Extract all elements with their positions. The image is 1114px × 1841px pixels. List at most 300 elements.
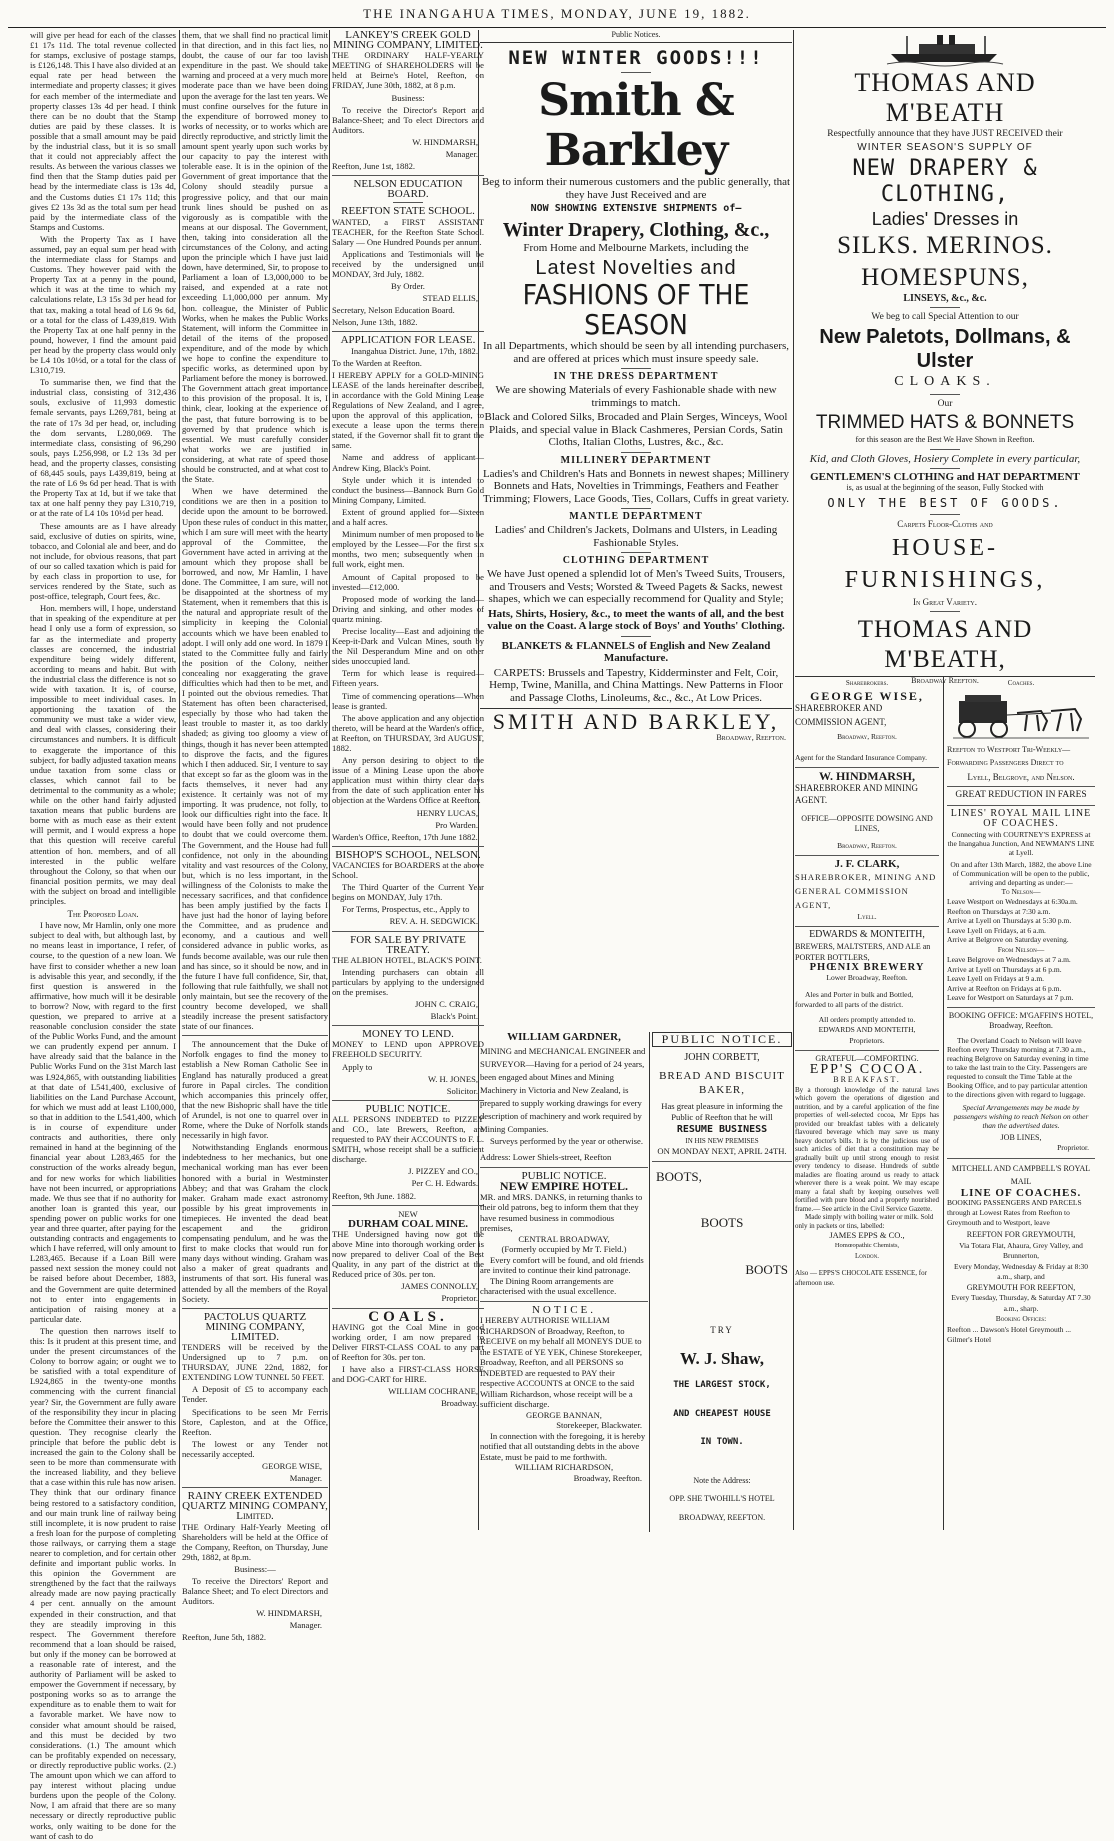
ad-signature: JAMES CONNOLLY,	[401, 1281, 478, 1292]
ad-body: for this season are the Best We Have Shown in Reefton.	[855, 435, 1035, 445]
ad-role: Black's Point.	[430, 1011, 478, 1022]
ad-role: Broadway, Reefton.	[573, 1472, 642, 1483]
ad-brand: EDWARDS & MONTEITH,	[809, 929, 925, 940]
ad-address: Address: Lower Shiels-street, Reefton	[480, 1152, 612, 1162]
ad-w-j-shaw	[652, 1168, 792, 1524]
ad-subhead: PHŒNIX BREWERY	[809, 961, 925, 973]
lower-ads	[795, 676, 1095, 1530]
divider	[621, 552, 651, 553]
ad-signature: GEORGE WISE,	[262, 1461, 322, 1472]
ad-body: We beg to call Special Attention to our	[871, 312, 1019, 323]
divider	[947, 786, 1095, 787]
lease-field: Term for which lease is required—Fifteen years.	[332, 668, 484, 689]
ad-brand: EPP'S COCOA.	[809, 1061, 925, 1077]
ad-body: Every Monday, Wednesday & Friday at 8:30 a.m., sharp, and	[954, 1261, 1088, 1281]
ad-body: CENTRAL BROADWAY,	[518, 1233, 610, 1244]
ad-body: SHAREBROKER AND COMMISSION AGENT,	[795, 703, 887, 727]
timetable-row: Leave for Westport on Saturdays at 7 p.m.	[947, 993, 1074, 1002]
ad-signature: J. PIZZEY and CO.,	[408, 1166, 478, 1177]
ad-role: Pro Warden.	[435, 819, 478, 830]
ad-body: THE ORDINARY HALF-YEARLY MEETING of SHAREHOLDERS will be held at Beirne's Hotel, Reefton, on FRIDAY, June 30th, 1882, at 8 p.m.	[332, 50, 484, 91]
ad-date: Warden's Office, Reefton, 17th June 1882.	[332, 831, 478, 842]
ad-body: Beg to inform their numerous customers and the public generally, that they have Just Received and are	[481, 176, 791, 201]
ad-title: PUBLIC NOTICE.	[521, 1169, 607, 1182]
ad-body: ON MONDAY NEXT, APRIL 24TH.	[657, 1146, 787, 1156]
ad-subhead: GENTLEMEN'S CLOTHING and HAT DEPARTMENT	[810, 471, 1080, 484]
timetable-row: Leave Belgrove on Wednesdays at 7 a.m.	[947, 955, 1071, 964]
ad-signature: STEAD ELLIS,	[422, 293, 478, 304]
ad-title: PUBLIC NOTICE.	[652, 1032, 792, 1047]
article-paragraph: them, that we shall find no practical limit in that direction, and in this fact lies, no doubt, the cause of our far too lavish expenditure in the past. We should take warning and proceed at a very much more moderate pace than we have been doing upon the average for the last ten years. We must confine ourselves for the future in the expenditure of borrowed money to works of necessity, or to works which are directly reproductive, and strictly limit the amount spent yearly upon such works by our capacity to pay the interest with tolerable ease. It is in the opinion of the Government of great importance that the Colony should steadily pursue a progressive policy, and that our main trunk lines should be pushed on as vigorously as is compatible with the means at our disposal. The Government, then, taking into consideration all the circumstances of the Colony, and acting upon the principle which I have just laid down, have determined, Sir, to propose to Parliament a loan of L3,000,000 to be raised, and expended at a rate not exceeding L1,000,000 per annum. My hon. colleague, the Minister of Public Works, when he makes the Public Works Statement, will inform the Committee in detail of the items of the proposed expenditure, and of the mode by which we hope to confine the expenditure to specific works, as determined upon by Parliament before the money is borrowed. The Government attach great importance to this provision of the proposal. It is, I think, clear, looking at the experience of the past, that future borrowing is to be governed by that prudence which is essential. We must carefully consider what works we are justified in considering, at what rate of speed those should be constructed, and at what cost to the State.	[182, 30, 328, 485]
ad-body: Applications and Testimonials will be received by the undersigned until MONDAY, 3rd July, 1882.	[332, 248, 484, 279]
ad-role: Manager.	[289, 1473, 322, 1484]
article-paragraph: Hon. members will, I hope, understand that in speaking of the expenditure at per head I only use a form of expression, so far as the intermediate and property classes are concerned, the industrial expenditure being widely different, according to means and habit. But with the industrial class the difference is not so wide with taxation. It is, of course, impossible to meet individual cases. In apportioning the taxation of the community we must take a wider view, and deal with classes, considering their circumstances and numbers. It is difficult to exaggerate the importance of this subject, for badly adjusted taxation means undue taxation from some class or classes, which cannot fail to be detrimental to the community as a whole; while on the other hand fairly adjusted taxation means that public burdens are borne with as much ease as their extent will permit, and I would express a hope that this question will receive careful attention of hon. members, and of all interested in the public welfare throughout the Colony, so that when our financial position permits, we may deal with the subject on broad and intelligible principles.	[30, 603, 176, 906]
ad-title: BISHOP'S SCHOOL, NELSON.	[335, 848, 481, 861]
ad-subhead: To Nelson—	[1001, 886, 1041, 896]
dept-title: IN THE DRESS DEPARTMENT	[553, 371, 719, 383]
ad-subhead: New Paletots, Dollmans, & Ulster	[819, 326, 1071, 373]
sharebrokers-column	[795, 676, 939, 1530]
ad-brand: J. F. CLARK,	[834, 858, 900, 870]
ad-subhead: LINES' ROYAL MAIL LINE OF COACHES.	[950, 807, 1092, 829]
ad-role: Manager.	[289, 1620, 322, 1631]
ad-title: APPLICATION FOR LEASE.	[340, 334, 476, 347]
ad-money-to-lend	[332, 1029, 484, 1096]
ad-signature: REV. A. H. SEDGWICK.	[389, 916, 478, 927]
ad-lankeys-creek	[332, 30, 484, 171]
article-paragraph: I have now, Mr Hamlin, only one more subject to deal with, but although last, by no means least in importance, I refer, of course, to the question of a new loan. We have first to consider whether a new loan is advisable this year, and secondly, if the first question is answered in the affirmative, how much will it be desirable to borrow? Now, with regard to the first question, we prepared to arrive at a reasonable conclusion consider the state of the Public Works Fund, and the amount we can prudently expend per annum. I have already said that the balance in the Public Works Fund on the 31st March last was L924,865, with outstanding liabilities at that date of L541,400, exclusive of liabilities on the Land Purchase Account, for which we must add at least L100,000, so that in addition to the L541,400, which is in course of expenditure under contracts and authorities, there only remained in hand at the beginning of the financial year about L283,465 for the construction of the works already begun, and for new works for which liabilities have not been incurred, or appropriations made. We thus see that if no authority for another loan is granted this year, our spending power on public works for one year and three quarter, after paying for the outstanding contracts and engagements to which I have referred, will only amount to L283,465. Because if a Loan Bill were passed next session the money could not be raised before about December, 1883, and the Government are quite determined not to enter into engagements in anticipation of raising money at a particular date.	[30, 920, 176, 1324]
lease-field: Proposed mode of working the land—Driving and sinking, and other modes of quartz mining.	[332, 593, 484, 624]
ad-body: TENDERS will be received by the Undersigned up to 7 p.m. on THURSDAY, JUNE 22nd, 1882, for EXTENDING LOW TUNNEL 50 FEET.	[182, 1342, 328, 1383]
ad-subhead: LINSEYS, &c., &c.	[903, 293, 987, 304]
divider	[947, 805, 1095, 806]
article-paragraph: will give per head for each of the classes £1 17s 11d. The total revenue collected for stamps, exclusive of postage stamps, is £126,148. This I have also divided at an equal rate per head between the intermediate and property classes; it gives for each member of the intermediate and property classes 13s 4d per head. I think there can be no doubt that the Stamp duties are paid by these classes. It is possible that a small amount may be paid by the industrial class, but it is so small that it could not appreciably affect the results. As between the various classes we find then that the Stamp duties paid per head by the intermediate class is 13s 4d, and the Customs duties £1 17s 11d; this gives £2 13s 3d as the total sum per head paid by the intermediate class of the Stamps and Customs.	[30, 30, 176, 232]
ad-nelson-education	[332, 179, 484, 327]
ad-signature: GEORGE BANNAN,	[526, 1409, 602, 1420]
divider	[332, 331, 484, 332]
ad-subhead: GREAT REDUCTION IN FARES	[955, 790, 1087, 800]
ad-title: WILLIAM GARDNER,	[507, 1031, 621, 1043]
ad-body: HAVING got the Coal Mine in good working order, I am now prepared to Deliver FIRST-CLASS COAL to any part of Reefton for 30s. per ton.	[332, 1321, 484, 1362]
sub-col-right	[652, 1032, 792, 1532]
ad-body: VACANCIES for BOARDERS at the above School.	[332, 859, 484, 881]
divider	[795, 1050, 939, 1051]
ad-body: Black and Colored Silks, Brocaded and Plain Serges, Winceys, Wool Plaids, and special value in Black Cashmeres, Persian Cords, Satin Cloths, Italian Cloths, Lustres, &c., &c.	[484, 411, 788, 449]
column-financial-statement	[30, 30, 176, 1841]
divider	[621, 452, 651, 453]
ad-body: The above application and any objection thereto, will be heard at the Warden's office, at Reefton, on THURSDAY, 3rd AUGUST, 1882.	[332, 712, 484, 753]
article-paragraph: The question then narrows itself to this: Is it prudent at this present time, and under the present circumstances of the Colony to borrow again; or ought we to be satisfied with a total expenditure of L924,865 in the twenty-one months commencing with the current financial year? Sir, the Government are fully aware of the responsibility they incur in placing before the Committee their answer to this question. They recognise clearly the principle that before the public debt is increased the gain to the Colony shall be seen to be more than commensurate with the increased liability, and they believe that a case within this rule has now arisen. They think that our ordinary finance being restored to a satisfactory condition, and our main trunk line of railway being still incomplete, it is now prudent to raise a fresh loan for the purpose of completing those railways, or carrying them a stage nearer to completion, and for certain other definite and important public works. In this opinion the Government are strengthened by the fact that the railways already made are now paying practically 4 per cent. annually on the amount expended in their construction, and that they are steadily improving in this respect. The Government therefore recommend that a loan should be raised, but only if the money can be borrowed at a reasonable rate of interest, and the authority of Parliament will be asked to empower the Government if necessary, by postponing works so as to arrange the expenditure as to enable them to wait for a favorable market. We have now to consider what amount should be raised, and this must be decided by two considerations. (1.) The amount which can be profitably expended on necessary, or directly reproductive public works. (2.) The amount upon which we can afford to pay interest without placing undue burdens upon the people of the Colony. Now, I am afraid that there are so many necessary or directly reproductive public works, only waiting to be done for the want of cash to do	[30, 1325, 176, 1841]
column-rule	[329, 30, 330, 1530]
divider	[947, 1007, 1095, 1008]
ad-role: Broadway.	[441, 1398, 478, 1409]
divider	[930, 514, 960, 515]
ad-body: In Great Variety.	[913, 597, 977, 608]
ad-address: OPP. SHE TWOHILL'S HOTEL	[669, 1494, 775, 1503]
ad-body: Reefton ... Dawson's Hotel Greymouth ... Gilmer's Hotel	[947, 1324, 1072, 1344]
timetable-row: Leave Lyell on Fridays, at 6 a.m.	[947, 925, 1046, 935]
ad-subhead: AND CHEAPEST HOUSE	[673, 1408, 771, 1419]
timetable-row: Leave Westport on Wednesdays at 6:30a.m.	[947, 897, 1078, 906]
timetable-row: Leave Lyell on Fridays at 9 a.m.	[947, 974, 1045, 983]
divider	[332, 1100, 484, 1101]
ad-body: WINTER SEASON'S SUPPLY OF	[857, 142, 1033, 153]
ad-epps-cocoa	[795, 1054, 939, 1289]
column-financial-statement-cont	[182, 30, 328, 1643]
ad-signature: W. H. JONES,	[427, 1073, 478, 1084]
ad-bishops-school	[332, 850, 484, 927]
ad-address: BROADWAY, REEFTON.	[678, 1512, 766, 1522]
divider	[621, 636, 651, 637]
ad-body: Made simply with boiling water or milk. Sold only in packets or tins, labelled:	[795, 1213, 934, 1230]
ad-body: I HEREBY APPLY for a GOLD-MINING LEASE of the lands hereinafter described, in accordance with the Gold Mining Lease Regulations of New Zealand, and I agree, upon the approval of this application, to execute a lease upon the terms therein stated, if the Governor shall fit to grant the same.	[332, 369, 484, 451]
ad-body: To receive the Directors' Report and Balance Sheet; and To elect Directors and Auditors.	[182, 1575, 328, 1607]
ad-subhead: Ladies' Dresses in	[871, 209, 1019, 229]
ad-signature: JOHN C. CRAIG,	[414, 999, 478, 1010]
lease-field: Extent of ground applied for—Sixteen and a half acres.	[332, 506, 484, 528]
ad-kicker: NEW	[398, 1208, 418, 1219]
ad-subhead: BREAKFAST.	[833, 1075, 901, 1084]
steamship-icon	[885, 32, 1005, 66]
column-notices	[332, 30, 484, 1530]
ad-body: TRY	[710, 1325, 734, 1335]
ad-title: NOTICE.	[531, 1303, 597, 1316]
lease-field: Minimum number of men proposed to be employed by the Lessee—For the first six months, two men; subsequently when in full work, eight men.	[332, 529, 484, 570]
ad-body: Booking Offices:	[995, 1314, 1047, 1323]
ad-body: Every comfort will be found, and old friends are invited to continue their kind patronage.	[480, 1254, 644, 1275]
lease-field: Style under which it is intended to conduct the business—Bannock Burn Gold Mining Company, Limited.	[332, 474, 484, 505]
ad-brand: Smith & Barkley	[538, 75, 734, 177]
ad-brand: W. HINDMARSH,	[819, 769, 915, 783]
ad-body: Hats, Shirts, Hosiery, &c., to meet the wants of all, and the best value on the Coast. A large stock of Boys' and Youths' Clothing.	[487, 607, 785, 633]
ad-body: On and after 13th March, 1882, the above Line of Communication will be open to the public, arriving and departing as under:—	[950, 859, 1092, 887]
ad-signature: EDWARDS AND MONTEITH,	[818, 1025, 916, 1034]
divider	[930, 307, 960, 308]
article-paragraph: To summarise then, we find that the industrial class, consisting of 312,436 souls, exclusive of 11,993 domestic female servants, pays L269,781, being at the rate of 17s 3d per head, or, including the dom servants, L280,069. The intermediate class, consisting of 96,290 souls, pays L256,998, or L2 13s 3d per head, and the property classes, consisting of 68,445 souls, pays L439,819, being at the rate of L6 9s 6d per head. That is with the Property Tax at 1d, but if we take that tax at one half penny they pay L310,719, or at the rate of L4 10s 10½d per head.	[30, 377, 176, 519]
ad-body: I have also a FIRST-CLASS HORSE and DOG-CART for HIRE.	[332, 1363, 484, 1385]
ad-body: We have Just opened a splendid lot of Men's Tweed Suits, Trousers, and Trousers and Vests; Worsted & Tweed Pagets & Sacks, newest shapes, which we can especially recommend for Quality and Style;	[486, 568, 785, 606]
ad-kicker: GRATEFUL—COMFORTING.	[815, 1054, 919, 1063]
ad-body: Ladies' and Children's Jackets, Dolmans and Ulsters, in Leading Fashionable Styles.	[494, 524, 778, 549]
ad-body: A Deposit of £5 to accompany each Tender.	[182, 1384, 328, 1405]
ad-title: PUBLIC NOTICE.	[365, 1102, 451, 1115]
ad-address: Broadway, Reefton.	[837, 840, 897, 850]
ad-title: LANKEY'S CREEK GOLD MINING COMPANY, LIMITED.	[333, 29, 483, 52]
ad-body: From Home and Melbourne Markets, including the	[523, 241, 749, 254]
timetable-row: Arrive at Reefton on Fridays at 6 p.m.	[947, 983, 1062, 993]
divider	[332, 931, 484, 932]
ad-date: Reefton, 9th June. 1882.	[332, 1190, 417, 1201]
timetable-row: Arrive at Lyell on Thursdays at 6 p.m.	[947, 964, 1062, 974]
ad-george-wise	[795, 688, 939, 764]
ad-rainy-creek	[182, 1491, 328, 1642]
news-item: The announcement that the Duke of Norfolk engages to find the money to establish a New Roman Catholic See in England has naturally produced a great furore in Papal circles. The condition which accompanies this princely offer, that the new Bishopric shall have the title of Arundel, is not one to quarrel over in Rome, where the Duke of Norfolk stands necessarily in high favor.	[182, 1039, 328, 1141]
ad-body: Special Arrangements may be made by passengers wishing to reach Nelson on other than the advertised dates.	[953, 1102, 1089, 1130]
ad-body: Also — EPPS'S CHOCOLATE ESSENCE, for afternoon use.	[795, 1268, 927, 1287]
ad-body: MR. and MRS. DANKS, in returning thanks to their old patrons, beg to inform them that they have resumed business in commodious premises,	[480, 1191, 643, 1233]
ad-body: BOOKING OFFICE: M'GAFFIN'S HOTEL, Broadway, Reefton.	[948, 1010, 1094, 1030]
ad-body: To the Warden at Reefton.	[332, 357, 422, 368]
ad-signature: JAMES EPPS & CO.,	[829, 1230, 905, 1240]
divider	[332, 1205, 484, 1206]
dept-title: MANTLE DEPARTMENT	[569, 511, 703, 523]
ad-subhead: Latest Novelties and	[535, 257, 737, 280]
ad-address: Lyell.	[857, 911, 877, 921]
ad-title: NELSON EDUCATION BOARD.	[353, 178, 463, 201]
article-paragraph: With the Property Tax as I have assumed, pay an equal sum per head with the intermediate class for Stamps and Customs. They however paid with the Property Tax at a penny in the pound, which it was at the time to which my calculations relate, L3 15s 3d per head for that tax, making a total head of L6 9s 6d, or a total for the class of L439,819. With the Property Tax at one half penny in the pound, however, I find the amount paid per head by the property class would only be L4 10s 10½d, or a total for the class of L310,719.	[30, 233, 176, 376]
divider	[930, 468, 960, 469]
ad-title: PACTOLUS QUARTZ MINING COMPANY, LIMITED.	[203, 1310, 307, 1343]
divider	[332, 1025, 484, 1026]
article-paragraph: These amounts are as I have already said, exclusive of duties on spirits, wine, tobacco, and Colonial ale and beer, and do not include, for obvious reasons, that part of our so called taxation which is paid for by each class in proportion to use, for services rendered by the State, such as post-office, telegraph, Court fees, &c.	[30, 520, 176, 602]
lease-field: Name and address of applicant—Andrew King, Black's Point.	[332, 452, 484, 473]
ad-role: Secretary, Nelson Education Board.	[332, 305, 455, 316]
divider	[795, 855, 939, 856]
ad-body: To receive the Director's Report and Balance-Sheet; and To elect Directors and Auditors.	[332, 104, 484, 135]
ad-body: In connection with the foregoing, it is hereby notified that all outstanding debts in the above Estate, must be paid to me forthwith.	[480, 1430, 646, 1462]
ad-body: OFFICE—OPPOSITE DOWSING AND LINES,	[801, 813, 933, 833]
ad-john-corbett	[652, 1032, 792, 1157]
ad-body: The Overland Coach to Nelson will leave Reefton every Thursday morning at 7.30 a.m., reaching Belgrove on Saturday evening in time to take the last train to the City. Passengers are requested to consult the Time Table at the Booking Office, and to pay particular attention to the directions given with regard to luggage.	[947, 1035, 1089, 1099]
dept-title: CLOTHING DEPARTMENT	[562, 555, 710, 567]
ad-subhead: NEW DRAPERY & CLOTHING,	[852, 156, 1038, 207]
ad-body: IN HIS NEW PREMISES	[685, 1136, 759, 1145]
ad-subhead: BOOTS	[745, 1261, 788, 1277]
divider	[930, 449, 960, 450]
ad-body: THE ALBION HOTEL, BLACK'S POINT.	[332, 954, 482, 965]
divider	[332, 846, 484, 847]
ad-body: Connecting with COURTNEY'S EXPRESS at the Inangahua Junction, And NEWMAN'S LINE at Lyell.	[947, 829, 1095, 857]
ad-subhead: Winter Drapery, Clothing, &c.,	[502, 218, 770, 241]
divider	[930, 611, 960, 612]
divider	[621, 72, 651, 73]
ad-title: RAINY CREEK EXTENDED QUARTZ MINING COMPANY, Limited.	[182, 1490, 328, 1523]
ad-date: Reefton, June 1st, 1882.	[332, 161, 416, 172]
ad-address: Broadway, Reefton.	[837, 732, 897, 741]
ad-brand: JOHN CORBETT,	[684, 1051, 760, 1063]
ad-address: Lower Broadway, Reefton.	[826, 973, 908, 982]
ad-body: (Formerly occupied by Mr T. Field.)	[501, 1244, 627, 1254]
ad-title: COALS.	[368, 1308, 448, 1325]
ad-body: I HEREBY AUTHORISE WILLIAM RICHARDSON of Broadway, Reefton, to RECEIVE on my behalf all MONEYS DUE to the ESTATE of YE YEK, Chinese Storekeeper, Broadway, Reefton, and all PERSONS so INDEBTED are requested to PAY their respective ACCOUNTS at ONCE to the said William Richardson, whose receipt will be a sufficient discharge.	[480, 1315, 643, 1409]
ad-body: We are showing Materials of every Fashionable shade with new trimmings to match.	[495, 384, 777, 409]
ad-brand: THOMAS AND M'BEATH,	[857, 616, 1033, 674]
timetable-row: Arrive at Belgrove on Saturday evening.	[947, 935, 1069, 944]
ad-body: ALL PERSONS INDEBTED to PIZZEY and CO., late Brewers, Reefton, are requested to PAY their ACCOUNTS to F. L. SMITH, whose receipt shall be a sufficient discharge.	[332, 1113, 484, 1165]
ad-body: By Order.	[391, 281, 425, 292]
ad-signature: WILLIAM COCHRANE,	[388, 1386, 478, 1397]
ad-date: Reefton, June 5th, 1882.	[182, 1632, 267, 1643]
ad-body: Every Tuesday, Thursday, & Saturday AT 7.30 a.m., sharp.	[951, 1293, 1091, 1313]
sub-row-ads	[480, 1032, 792, 1532]
ad-body: THE Ordinary Half-Yearly Meeting of Shareholders will be held at the Office of the Company, Reefton, on Thursday, June 29th, 1882, at 8p.m.	[182, 1521, 328, 1562]
ad-role: Proprietor.	[441, 1293, 478, 1304]
column-rule	[179, 30, 180, 1530]
ad-subheading: Business:—	[234, 1563, 276, 1574]
ad-date: Inangahua District. June, 17th, 1882.	[351, 345, 478, 356]
ad-body: Intending purchasers can obtain all particulars by applying to the undersigned on the premises.	[332, 966, 484, 997]
divider	[621, 368, 651, 369]
ad-subhead: REEFTON FOR GREYMOUTH,	[966, 1230, 1076, 1239]
ad-jf-clark	[795, 859, 939, 922]
ad-body: Kid, and Cloth Gloves, Hosiery Complete in every particular,	[809, 453, 1081, 466]
ad-signature: W. HINDMARSH,	[412, 136, 478, 147]
ad-title: MONEY TO LEND.	[362, 1028, 454, 1041]
ad-body: SHAREBROKER, MINING AND GENERAL COMMISSION AGENT,	[795, 871, 937, 910]
ad-title: MITCHELL AND CAMPBELL'S ROYAL MAIL	[951, 1163, 1091, 1186]
ad-body: The lowest or any Tender not necessarily accepted.	[182, 1438, 328, 1459]
ad-address: Broadway Reefton.	[911, 676, 979, 686]
ad-date: Nelson, June 13th, 1882.	[332, 317, 418, 328]
ad-subhead: BOOTS,	[656, 1168, 702, 1184]
ad-signature: W. HINDMARSH,	[256, 1608, 322, 1619]
ad-subhead: ONLY THE BEST OF GOODS.	[827, 496, 1063, 511]
ad-subheading: Business:	[391, 92, 425, 103]
ad-subhead: FASHIONS OF THE SEASON	[522, 278, 750, 342]
ad-subhead: BOOTS	[700, 1215, 744, 1230]
ad-subhead: RESUME BUSINESS	[676, 1124, 768, 1135]
ad-pactolus	[182, 1312, 328, 1484]
masthead: THE INANGAHUA TIMES, MONDAY, JUNE 19, 1882.	[8, 6, 1106, 28]
stagecoach-icon	[951, 691, 1091, 741]
ad-body: THE Undersigned having now got the above Mine into thorough working order is now prepared to deliver Coal of the Best Quality, in any part of the district at the Reduced price of 30s. per ton.	[332, 1228, 484, 1280]
ad-role: Proprietors.	[849, 1035, 885, 1045]
ad-body: MINING and MECHANICAL ENGINEER and SURVEYOR—Having for a period of 24 years, been engaged about Mines and Mining Machinery in Victoria and New Zealand, is prepared to supply working drawings for every description of machinery and work required by Mining Companies.	[480, 1045, 646, 1134]
ad-body: Our	[937, 399, 953, 410]
ad-william-gardner	[480, 1032, 648, 1163]
ad-body: is, as usual at the beginning of the season, Fully Stocked with	[846, 483, 1044, 493]
ad-brand: SMITH AND BARKLEY,	[492, 709, 780, 735]
divider	[332, 175, 484, 176]
ad-brand: NEW EMPIRE HOTEL.	[499, 1179, 629, 1193]
ad-body: Has great pleasure in informing the Public of Reefton that he will	[661, 1101, 783, 1122]
section-label: Coaches.	[1007, 679, 1035, 687]
ad-body: Reefton to Westport Tri-Weekly—Forwarding Passengers Direct to	[947, 744, 1071, 767]
lease-field: Precise locality—East and adjoining the Keep-it-Dark and Vulcan Mines, south by the Nil Desperandum Mine and on other sides unoccupied land.	[332, 625, 484, 667]
ad-title: FOR SALE BY PRIVATE TREATY.	[350, 933, 466, 956]
timetable-row: Arrive at Lyell on Thursdays at 5:30 p.m.	[947, 916, 1072, 925]
divider	[930, 394, 960, 395]
ad-role: Per C. H. Edwards.	[411, 1178, 478, 1189]
ad-body: Carpets Floor-Cloths and	[897, 519, 993, 530]
ad-pizzey-notice	[332, 1104, 484, 1201]
divider	[182, 1487, 328, 1488]
ad-body: Surveys performed by the year or otherwise.	[490, 1135, 643, 1146]
ad-brand: THOMAS AND M'BEATH	[854, 68, 1036, 127]
ad-address: Broadway, Reefton.	[716, 733, 786, 743]
divider	[182, 1308, 328, 1309]
ad-role: Manager.	[445, 149, 478, 160]
ad-lease-application	[332, 335, 484, 841]
divider	[182, 1035, 328, 1036]
ad-edwards-monteith	[795, 930, 939, 1046]
ad-body: SHAREBROKER AND MINING AGENT.	[795, 782, 919, 805]
lease-field: Amount of Capital proposed to be invested—£12,000.	[332, 571, 484, 592]
ad-private-sale	[332, 935, 484, 1022]
ad-subhead: IN TOWN.	[700, 1437, 744, 1447]
lease-field: Time of commencing operations—When lease is granted.	[332, 690, 484, 711]
divider	[652, 1161, 792, 1162]
news-item: Notwithstanding Englands enormous indebtedness to her mechanics, but one mechanical working man has ever been honored with a burial in Westminster Abbey; and that was Graham the clock maker. Graham made exact astronomy possible by his great improvements in timepieces. He invented the dead beat escapement and the gridiron compensating pendulum, and he was the first to make clocks that would run for many days without winding. Graham was also a maker of great quadrants and instruments of that sort. His funeral was attended by all the members of the Royal Society.	[182, 1142, 328, 1304]
divider	[621, 508, 651, 509]
ad-body: The Dining Room arrangements are characterised with the usual excellence.	[480, 1275, 617, 1296]
ad-address: London.	[854, 1252, 880, 1260]
ad-subhead: SILKS. MERINOS. HOMESPUNS,	[837, 232, 1053, 291]
ad-body: BREWERS, MALTSTERS, AND ALE an PORTER BOTTLERS,	[795, 941, 931, 962]
ad-role: Storekeeper, Blackwater.	[556, 1420, 642, 1430]
ad-body: Note the Address:	[693, 1475, 751, 1485]
divider	[947, 1158, 1095, 1159]
ad-signature: WILLIAM RICHARDSON,	[514, 1462, 614, 1472]
ad-body: In all Departments, which should be seen by all intending purchasers, and are offered at prices which must insure speedy sale.	[482, 340, 790, 365]
ad-subhead: LINE OF COACHES.	[960, 1186, 1082, 1199]
sub-col-left	[480, 1032, 648, 1532]
ad-subhead: TRIMMED HATS & BONNETS	[815, 412, 1075, 434]
ad-subhead: GREYMOUTH FOR REEFTON,	[966, 1282, 1076, 1292]
ad-signature: HENRY LUCAS,	[416, 807, 478, 818]
ad-body: BOOKING PASSENGERS AND PARCELS through at Lowest Rates from Reefton to Greymouth and to Westport, leave	[947, 1198, 1082, 1227]
column-rule	[793, 30, 794, 1530]
ad-body: The Third Quarter of the Current Year begins on MONDAY, July 17th.	[332, 882, 484, 903]
dept-title: MILLINERY DEPARTMENT	[560, 454, 712, 466]
divider	[480, 1301, 648, 1302]
ad-brand: W. J. Shaw,	[680, 1348, 764, 1368]
ad-body: Any person desiring to object to the issue of a Mining Lease upon the above application must within thirty clear days from the date of such application enter his objection at the Wardens Office at Reefton.	[332, 755, 484, 806]
ad-body: Agent for the Standard Insurance Company.	[795, 752, 927, 762]
coaches-column	[947, 676, 1095, 1530]
ad-role: Solicitor.	[446, 1085, 478, 1096]
ad-body: BLANKETS & FLANNELS of English and New Zealand Manufacture.	[501, 639, 771, 665]
article-paragraph: When we have determined the conditions we are then in a position to decide upon the amount to be borrowed. Upon these rules of conduct in this matter, which I am sure will meet with the hearty approval of the Committee, the Government have acted in arriving at the amount which they propose shall be borrowed, and now, Mr Hamlin, I have done. The Committee, I am sure, will not be disappointed at the shortness of my Statement, when it remembers that this is the natural and appropriate result of the simplicity in keeping the Colonial accounts which we have been enabled to adopt. I will only add one word. In 1879 I stated to the Committee fully and fairly the position of the Colony, neither concealing nor exaggerating the grave difficulties which had then to be met, and I pointed out the obvious remedies. That Statement has often been characterised, especially by those who had taken the least trouble to master it, as too darkly shaded; as giving too gloomy a view of things, though it has never been attempted to disprove the facts, and the figures which I then adduced. Sir, I venture to say that except so far as the gloom was in the facts themselves, it never had any existence. It certainly was not of my importing. It was prudence, not folly, to look our difficulties right into the face. It would have been folly and not prudence to doubt that we could overcome them. The Government, and the House had full confidence, not only in the abounding vitality and vast resources of the Colony, but, which is no less important, in the willingness of the Colonists to make the necessary sacrifices, and that confidence has been amply justified by the facts I have just had the honor of laying before the Committee, and as prudence and economy, and a cautious and well considered advance in public works, as funds become available, was our rule then and has since, so it should be now, and in the future I have full confidence, Sir, that, following that rule faithfully, we shall not only maintain, but see the recovery of the country become developed, we shall steadily increase the present satisfactory state of our finances.	[182, 486, 328, 1032]
ad-headline: NEW WINTER GOODS!!!	[508, 47, 764, 70]
ad-role: Proprietor.	[1057, 1143, 1089, 1152]
ad-yek-notice	[480, 1305, 648, 1484]
divider	[795, 767, 939, 768]
section-label: Public Notices.	[611, 30, 661, 39]
ad-new-empire	[480, 1171, 648, 1297]
ad-body: Specifications to be seen Mr Ferris Store, Capleston, and at the Office, Reefton.	[182, 1406, 328, 1437]
ad-brand: GEORGE WISE,	[810, 688, 924, 703]
divider	[480, 1167, 648, 1168]
ad-subhead: HOUSE-FURNISHINGS,	[844, 535, 1046, 594]
ad-smith-barkley	[480, 30, 792, 1030]
divider	[795, 926, 939, 927]
ad-subhead: From Nelson—	[997, 944, 1045, 954]
ad-body: CARPETS: Brussels and Tapestry, Kidderminster and Felt, Coir, Hemp, Twine, Manilla, and China Mattings. New Patterns in Floor and Passage Cloths, Linoleums, &c., &c., At Low Prices.	[489, 666, 783, 704]
ad-body: Ales and Porter in bulk and Bottled, forwarded to all parts of the district.	[795, 989, 914, 1009]
divider	[393, 202, 423, 203]
ad-body: By a thorough knowledge of the natural laws which govern the operations of digestion and nutrition, and by a careful application of the fine properties of well-selected cocoa, Mr Epps has provided our breakfast tables with a delicately flavoured beverage which may save us many heavy doctor's bills. It is by the judicious use of such articles of diet that a constitution may be gradually built up until strong enough to resist every tendency to disease. Hundreds of subtle maladies are floating around us ready to attack wherever there is a weak point. We may escape many a fatal shaft by keeping ourselves well fortified with pure blood and a properly nourished frame.— See article in the Civil Service Gazette.	[795, 1085, 939, 1213]
ad-body: Respectfully announce that they have JUST RECEIVED their	[827, 129, 1063, 139]
ad-role: Homœopathic Chemists,	[834, 1241, 900, 1249]
timetable-row: Reefton on Thursdays at 7:30 a.m.	[947, 906, 1051, 916]
section-heading: The Proposed Loan.	[67, 909, 139, 920]
ad-subhead: BREAD AND BISCUIT BAKER,	[659, 1070, 785, 1096]
ad-durham-coal	[332, 1209, 484, 1304]
ad-body: MONEY to LEND upon APPROVED FREEHOLD SECURITY.	[332, 1039, 484, 1060]
ad-body: Ladies's and Children's Hats and Bonnets in newest shapes; Millinery Bonnets and Hats, Novelties in Trimmings, Feathers and Feather Trimming; Flowers, Lace Goods, Ties, Collars, Cuffs in great variety.	[482, 467, 790, 505]
ad-title: DURHAM COAL MINE.	[347, 1217, 469, 1230]
ad-signature: JOB LINES,	[1000, 1132, 1042, 1142]
ad-body: Apply to	[342, 1061, 373, 1072]
ad-body: For Terms, Prospectus, etc., Apply to	[342, 904, 470, 915]
ad-body: NOW SHOWING EXTENSIVE SHIPMENTS of—	[530, 203, 742, 215]
ad-coals	[332, 1308, 484, 1409]
ad-body: All orders promptly attended to.	[818, 1014, 916, 1024]
ad-subtitle: REEFTON STATE SCHOOL.	[341, 205, 475, 218]
section-label: Sharebrokers.	[845, 679, 889, 687]
ad-w-hindmarsh	[795, 771, 939, 851]
